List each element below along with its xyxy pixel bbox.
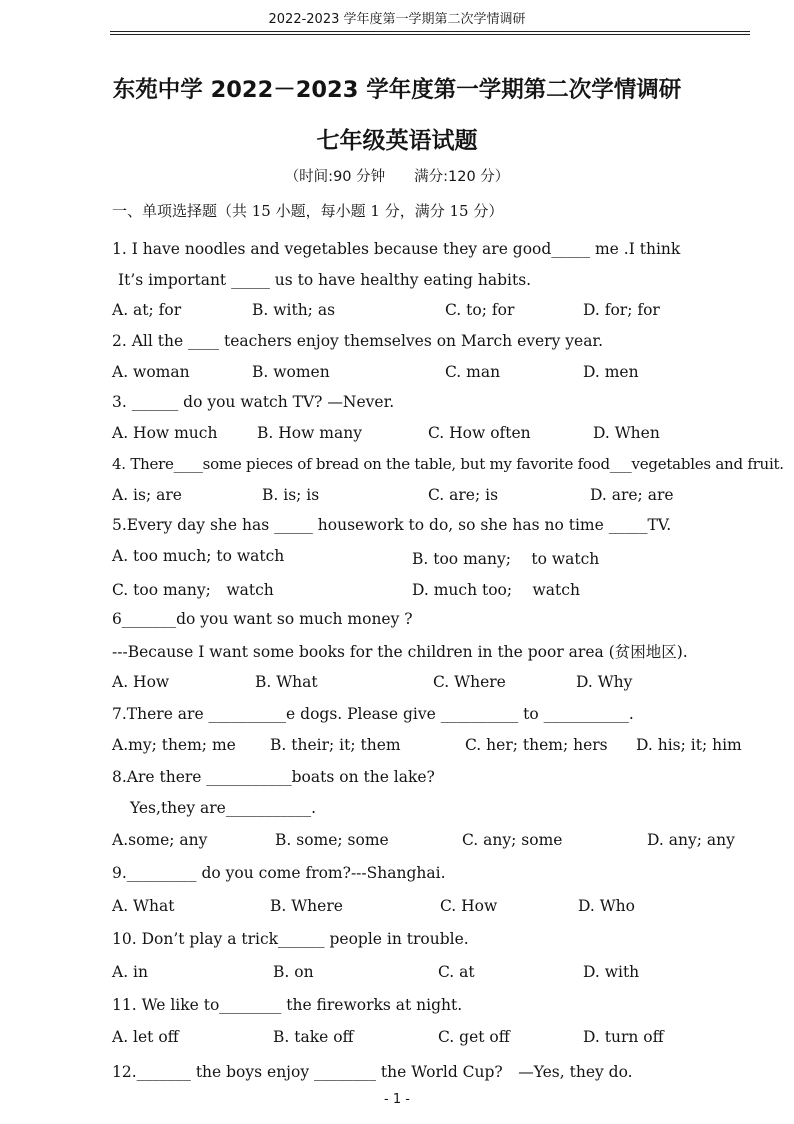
option-b: B. take off (273, 1028, 354, 1046)
page-number: - 1 - (384, 1092, 410, 1107)
question-stem: 10. Don’t play a trick______ people in trouble. (112, 930, 469, 948)
option-a: A.my; them; me (112, 736, 236, 754)
option-b: B. women (252, 363, 330, 381)
option-d: D. When (593, 424, 660, 442)
option-d: D. with (583, 963, 640, 981)
option-c: C. any; some (462, 831, 563, 849)
header-rule-bottom (110, 34, 750, 35)
question-stem: 2. All the ____ teachers enjoy themselves on March every year. (112, 332, 604, 350)
option-b: B. some; some (275, 831, 389, 849)
option-a: A. in (112, 963, 148, 981)
option-a: A. What (112, 897, 175, 915)
option-d: D. turn off (583, 1028, 664, 1046)
option-d: D. Who (578, 897, 635, 915)
exam-info: （时间:90 分钟 满分:120 分） (284, 169, 510, 185)
option-b: B. their; it; them (270, 736, 401, 754)
option-b: B. What (255, 673, 318, 691)
question-stem: 7.There are __________e dogs. Please give __________ to ___________. (112, 705, 634, 723)
option-a: A. let off (112, 1028, 179, 1046)
question-stem-continued: It’s important _____ us to have healthy eating habits. (118, 271, 532, 289)
option-a: A. is; are (112, 486, 182, 504)
option-a: A. too much; to watch (112, 547, 285, 565)
option-b: B. too many; to watch (412, 550, 600, 568)
option-b: B. with; as (252, 301, 336, 319)
question-stem: 12._______ the boys enjoy ________ the World Cup? —Yes, they do. (112, 1063, 633, 1081)
question-stem: 3. ______ do you watch TV? —Never. (112, 393, 395, 411)
header-rule-top (110, 31, 750, 32)
option-a: A. woman (112, 363, 190, 381)
option-c: C. How often (428, 424, 531, 442)
option-c: C. are; is (428, 486, 499, 504)
option-d: D. for; for (583, 301, 660, 319)
question-stem: 4. There____some pieces of bread on the table, but my favorite food___vegetables and fruit. (112, 455, 784, 473)
option-a: A.some; any (112, 831, 208, 849)
option-c: C. get off (438, 1028, 510, 1046)
option-d: D. are; are (590, 486, 674, 504)
option-d: D. any; any (647, 831, 735, 849)
option-c: C. at (438, 963, 475, 981)
question-stem: 6_______do you want so much money ? (112, 610, 413, 628)
option-a: A. How (112, 673, 170, 691)
option-c: C. to; for (445, 301, 515, 319)
option-d: D. men (583, 363, 639, 381)
option-d: D. much too; watch (412, 581, 580, 599)
question-stem: 5.Every day she has _____ housework to do, so she has no time _____TV. (112, 516, 672, 534)
option-a: A. How much (112, 424, 218, 442)
question-stem-continued: Yes,they are___________. (130, 799, 317, 817)
option-b: B. Where (270, 897, 343, 915)
question-stem: 11. We like to________ the fireworks at night. (112, 996, 463, 1014)
option-b: B. is; is (262, 486, 320, 504)
question-stem-continued: ---Because I want some books for the children in the poor area (贫困地区). (112, 643, 688, 661)
option-a: A. at; for (112, 301, 182, 319)
option-c: C. Where (433, 673, 506, 691)
section-heading: 一、单项选择题（共 15 小题，每小题 1 分，满分 15 分） (112, 202, 504, 220)
option-c: C. How (440, 897, 498, 915)
question-stem: 9._________ do you come from?---Shanghai. (112, 864, 446, 882)
option-b: B. on (273, 963, 314, 981)
question-stem: 8.Are there ___________boats on the lake? (112, 768, 435, 786)
option-d: D. Why (576, 673, 633, 691)
option-d: D. his; it; him (636, 736, 742, 754)
page-header: 2022-2023 学年度第一学期第二次学情调研 (268, 12, 526, 27)
option-b: B. How many (257, 424, 362, 442)
exam-title: 东苑中学 2022－2023 学年度第一学期第二次学情调研 (112, 77, 682, 103)
option-c: C. man (445, 363, 501, 381)
question-stem: 1. I have noodles and vegetables because they are good_____ me .I think (112, 240, 681, 258)
option-c: C. her; them; hers (465, 736, 608, 754)
option-c: C. too many; watch (112, 581, 274, 599)
exam-subtitle: 七年级英语试题 (316, 128, 478, 154)
